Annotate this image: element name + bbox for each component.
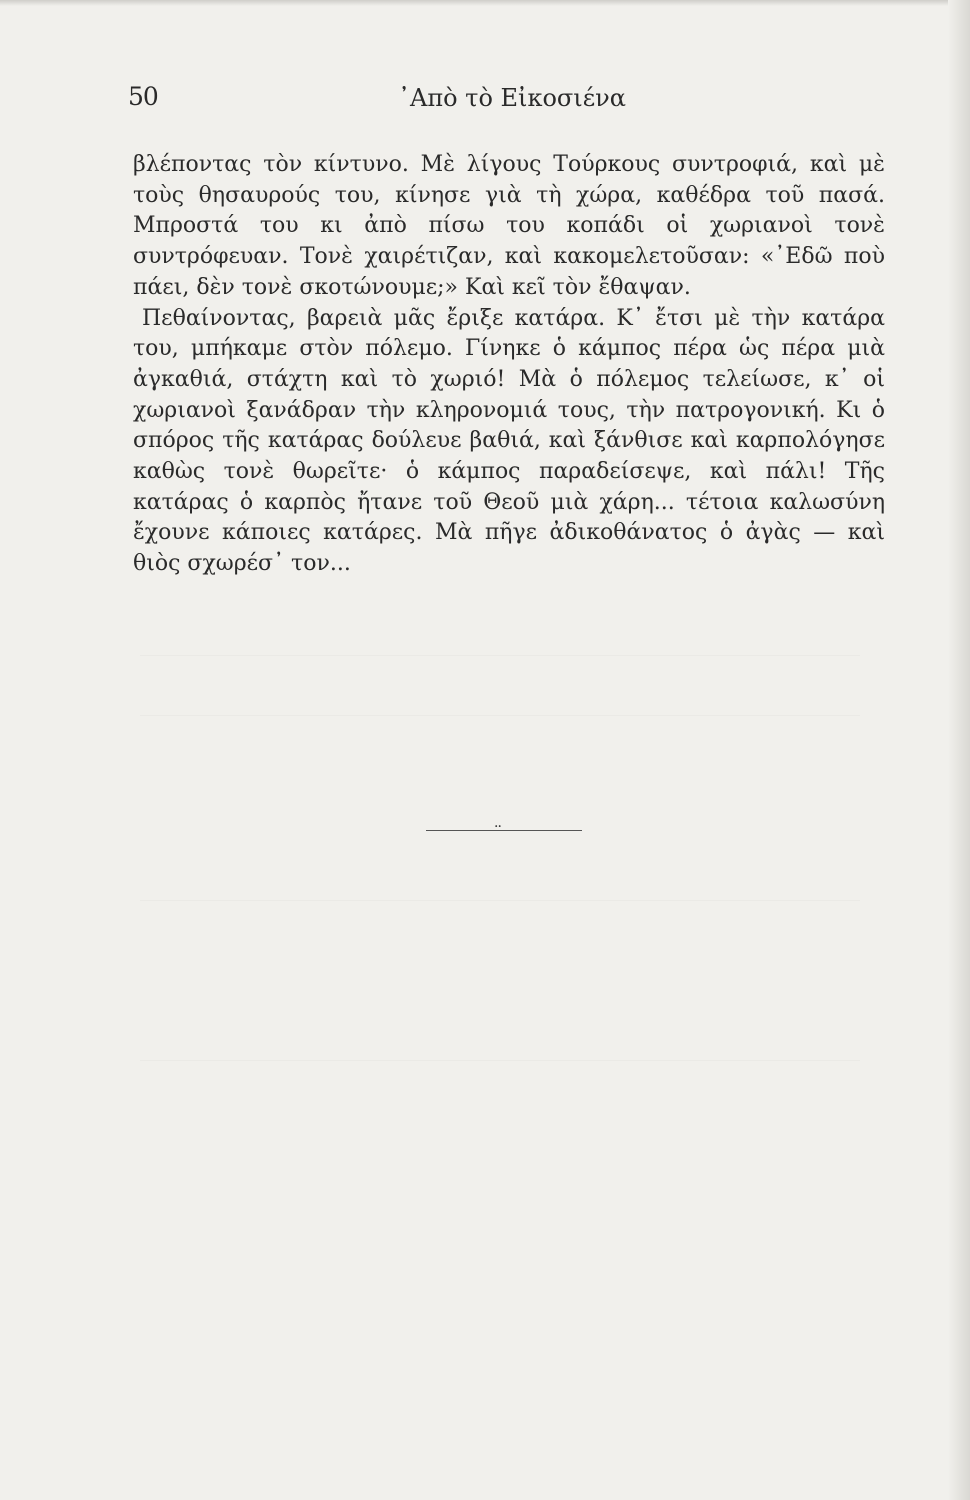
section-end-ornament — [426, 819, 582, 835]
paragraph: Πεθαίνοντας, βαρειὰ μᾶς ἔριξε κατάρα. Κ᾿ ἔτσι μὲ τὴν κατάρα του, μπήκαμε στὸν πόλεμο. Γίνηκε ὁ κάμπος πέρα ὡς πέρα μιὰ ἀγκαθιά, στάχτη καὶ τὸ χωριό! Μὰ ὁ πόλεμος τελείωσε, κ᾿ οἱ χωριανοὶ ξανάδραν τὴν κληρονομιά τους, τὴν πατρογονική. Κι ὁ σπόρος τῆς κατάρας δούλευε βαθιά, καὶ ξάνθισε καὶ καρπολόγησε καθὼς τονὲ θωρεῖτε· ὁ κάμπος παραδείσεψε, καὶ πάλι! Τῆς κατάρας ὁ καρπὸς ἤτανε τοῦ Θεοῦ μιὰ χάρη... τέτοια καλωσύνη ἔχουνε κάποιες κατάρες. Μὰ πῆγε ἀδικοθάνατος ὁ ἀγὰς — καὶ θιὸς σχωρέσ᾿ τον... — [133, 305, 885, 577]
page-gutter-shadow — [948, 0, 970, 1500]
bleed-through-line — [140, 900, 860, 901]
body-text — [133, 150, 885, 580]
bleed-through-line — [140, 655, 860, 656]
running-title: ᾿Απὸ τὸ Εἰκοσιένα — [398, 84, 626, 112]
page-top-edge — [0, 0, 970, 6]
bleed-through-line — [140, 715, 860, 716]
ornament-rule — [426, 830, 582, 831]
ornament-dots: ·· — [494, 819, 501, 835]
bleed-through-line — [140, 1060, 860, 1061]
page-number: 50 — [128, 82, 158, 111]
page-header — [128, 82, 888, 122]
paragraph: βλέποντας τὸν κίντυνο. Μὲ λίγους Τούρκους συντροφιά, καὶ μὲ τοὺς θησαυρούς του, κίνησε γιὰ τὴ χώρα, καθέδρα τοῦ πασά. Μπροστά του κι ἀπὸ πίσω του κοπάδι οἱ χωριανοὶ τονὲ συντρόφευαν. Τονὲ χαιρέτιζαν, καὶ κακομελετοῦσαν: «᾿Εδῶ ποὺ πάει, δὲν τονὲ σκοτώνουμε;» Καὶ κεῖ τὸν ἔθαψαν. — [133, 152, 885, 300]
